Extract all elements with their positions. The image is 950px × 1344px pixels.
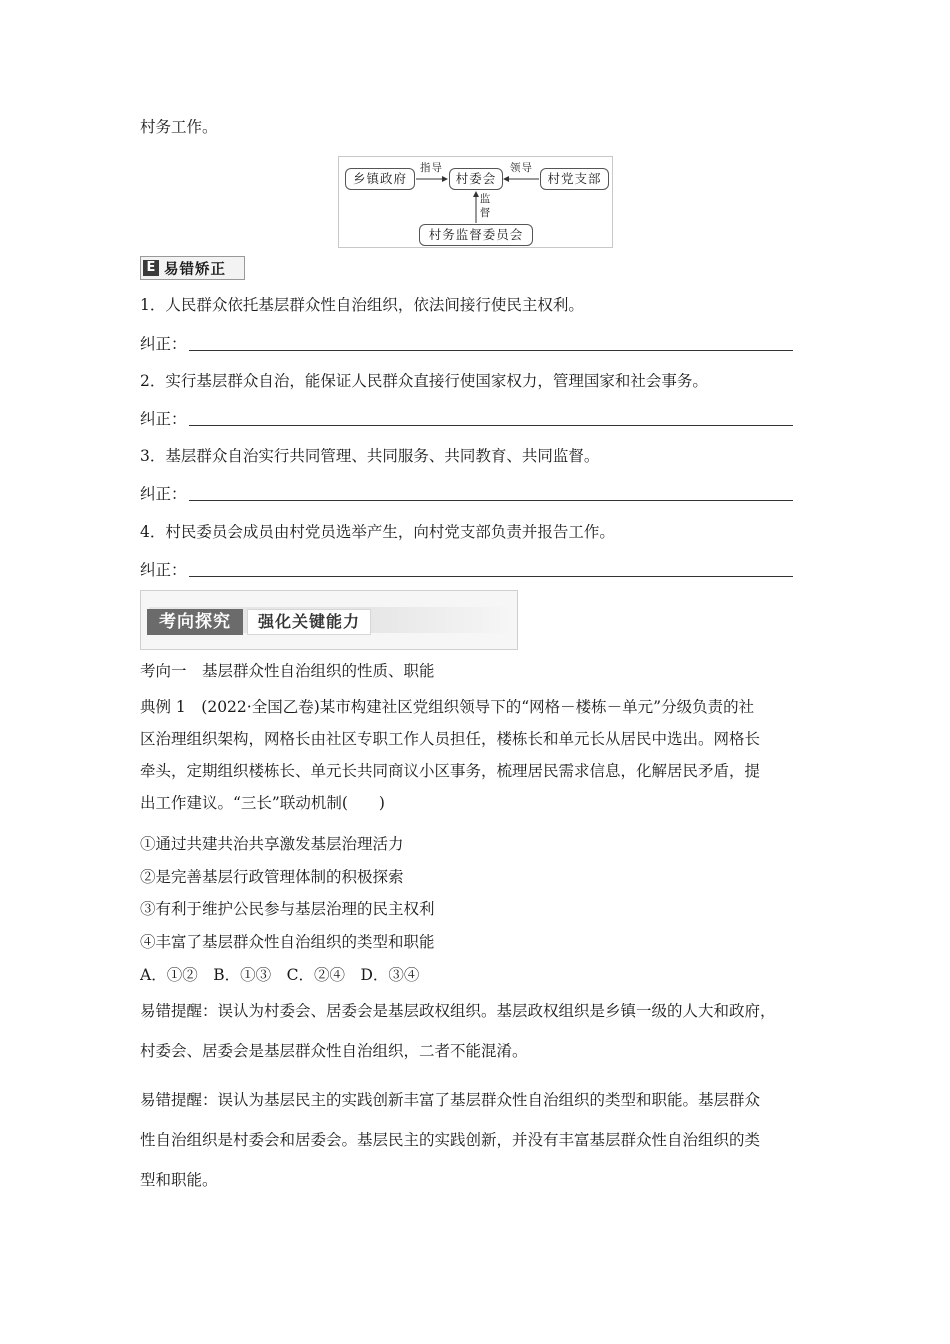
reminder-2-line-3: 型和职能。 [140,1171,218,1189]
correction-statement-2: 2．实行基层群众自治，能保证人民群众直接行使国家权力，管理国家和社会事务。 [140,372,708,390]
correction-prompt-4: 纠正： [140,561,187,579]
reminder-2-line-2: 性自治组织是村委会和居委会。基层民主的实践创新，并没有丰富基层群众性自治组织的类 [140,1131,761,1149]
correction-statement-1: 1．人民群众依托基层群众性自治组织，依法间接行使民主权利。 [140,296,584,314]
banner-right-label: 强化关键能力 [247,609,371,635]
edge-label-lead: 领导 [510,162,533,174]
example-line-3: 牵头，定期组织楼栋长、单元长共同商议小区事务，梳理居民需求信息，化解居民矛盾，提 [140,762,761,780]
correction-answer-line-1[interactable] [189,350,793,351]
correction-prompt-3: 纠正： [140,485,187,503]
intro-fragment: 村务工作。 [140,118,218,136]
correction-prompt-2: 纠正： [140,410,187,428]
option-4: ④丰富了基层群众性自治组织的类型和职能 [140,933,435,951]
correction-statement-3: 3．基层群众自治实行共同管理、共同服务、共同教育、共同监督。 [140,447,600,465]
edge-label-supervise-1: 监 [479,193,491,205]
node-party-branch: 村党支部 [540,168,609,190]
answer-choices: A．①② B．①③ C．②④ D．③④ [140,966,420,984]
badge-label: 易错矫正 [164,261,226,278]
badge-e-icon: E [143,260,159,276]
error-correction-badge [140,256,245,280]
village-governance-diagram [338,156,613,248]
example-line-2: 区治理组织架构，网格长由社区专职工作人员担任，楼栋长和单元长从居民中选出。网格长 [140,730,761,748]
node-village-committee: 村委会 [449,168,503,190]
reminder-1-line-2: 村委会、居委会是基层群众性自治组织，二者不能混淆。 [140,1042,528,1060]
direction-title: 考向一 基层群众性自治组织的性质、职能 [140,662,435,680]
node-supervision-committee: 村务监督委员会 [419,224,533,246]
correction-prompt-1: 纠正： [140,335,187,353]
reminder-2-line-1: 易错提醒：误认为基层民主的实践创新丰富了基层群众性自治组织的类型和职能。基层群众 [140,1091,761,1109]
option-3: ③有利于维护公民参与基层治理的民主权利 [140,900,435,918]
banner-left-label: 考向探究 [147,609,243,635]
example-line-4: 出工作建议。“三长”联动机制( ) [140,794,385,812]
section-banner [140,590,518,650]
node-township-government: 乡镇政府 [345,168,415,190]
reminder-1-line-1: 易错提醒：误认为村委会、居委会是基层政权组织。基层政权组织是乡镇一级的人大和政府， [140,1002,776,1020]
edge-label-guide: 指导 [420,162,443,174]
option-2: ②是完善基层行政管理体制的积极探索 [140,868,404,886]
example-line-1: 典例 1 (2022·全国乙卷)某市构建社区党组织领导下的“网格－楼栋－单元”分级负责的社 [140,698,755,716]
option-1: ①通过共建共治共享激发基层治理活力 [140,835,404,853]
correction-statement-4: 4．村民委员会成员由村党员选举产生，向村党支部负责并报告工作。 [140,523,615,541]
edge-label-supervise-2: 督 [479,207,491,219]
correction-answer-line-3[interactable] [189,500,793,501]
correction-answer-line-4[interactable] [189,576,793,577]
correction-answer-line-2[interactable] [189,425,793,426]
